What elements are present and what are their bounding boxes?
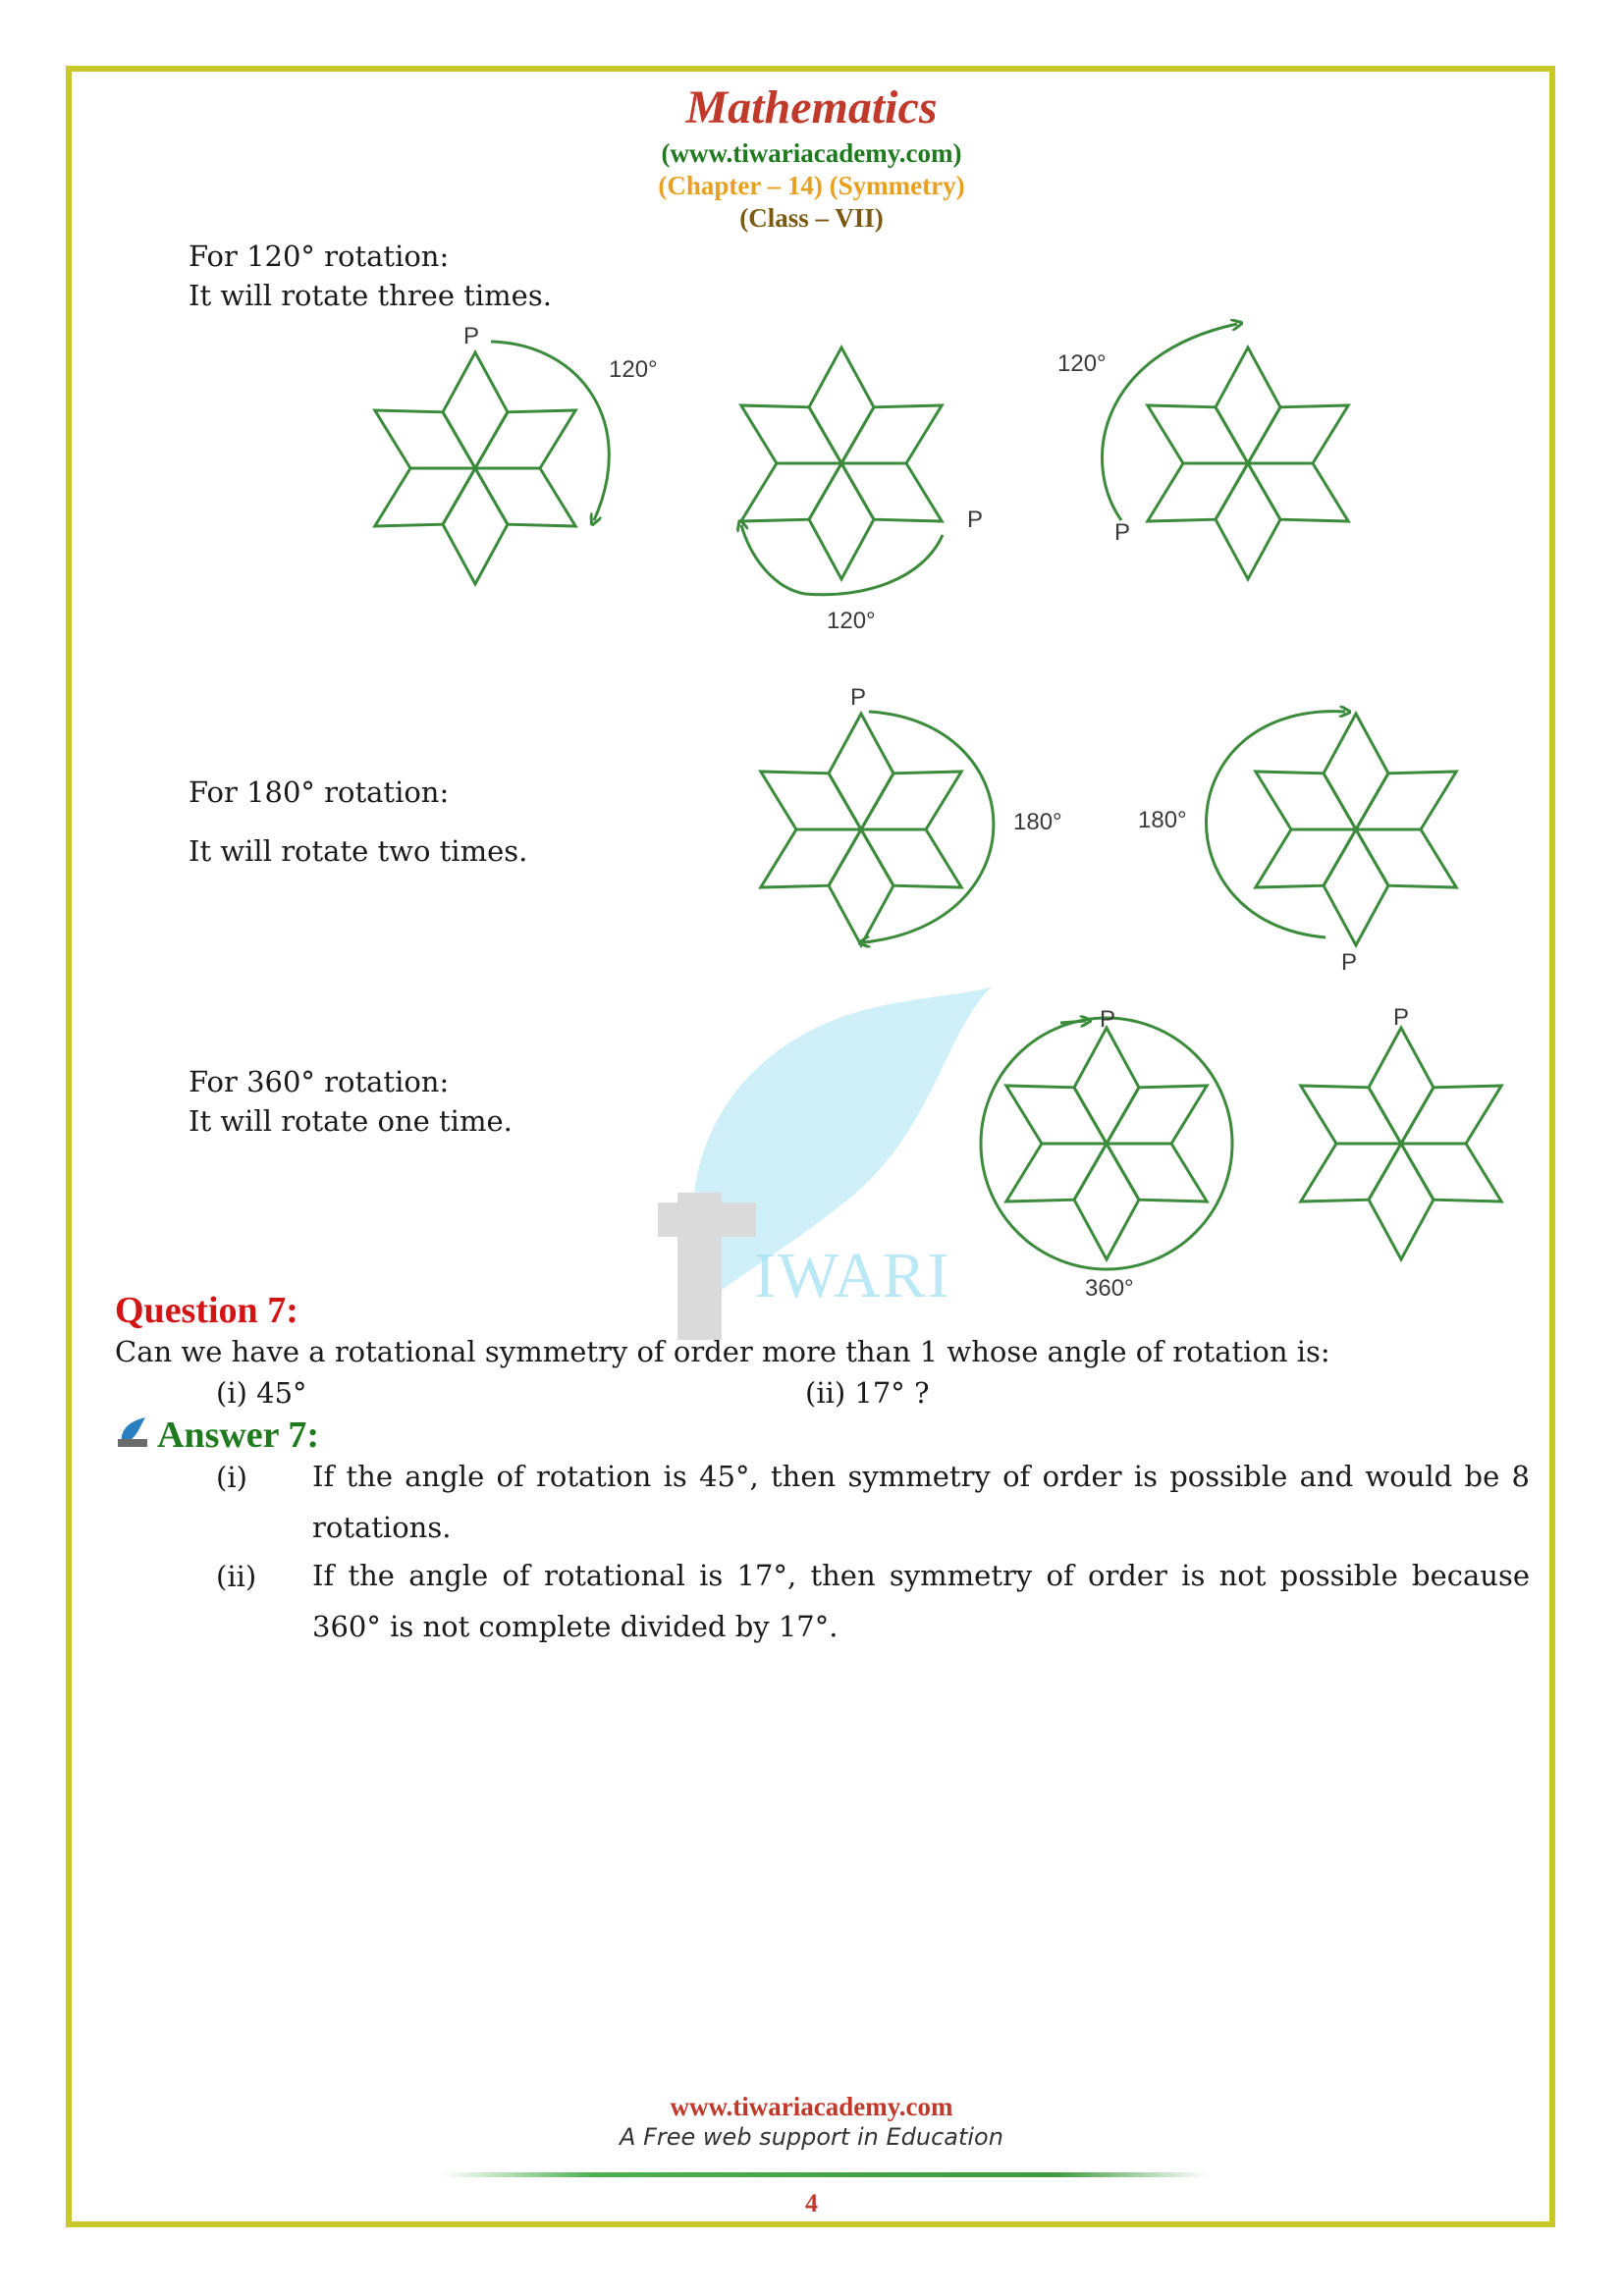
star-petal	[1006, 1086, 1107, 1144]
star-petal	[1074, 1144, 1139, 1259]
page-number: 4	[805, 2189, 818, 2217]
six-petal-star	[761, 714, 961, 945]
fig-label-p: P	[850, 684, 867, 711]
star-petal	[809, 347, 874, 463]
answer-item-text: If the angle of rotation is 45°, then symmetry of order is possible and would be 8 rotations.	[312, 1460, 1530, 1544]
star-petal	[1369, 1144, 1434, 1259]
fig-label-p: P	[463, 323, 480, 349]
answer-item-number: (ii)	[216, 1560, 257, 1593]
rotation-arrow-120-b	[741, 525, 943, 595]
section-360-text: It will rotate one time.	[189, 1104, 513, 1138]
star-petal	[1369, 1028, 1434, 1144]
star-petal	[1256, 829, 1356, 887]
star-petal	[741, 405, 841, 463]
star-petal	[443, 468, 508, 584]
fig-label-p: P	[967, 507, 984, 533]
star-petal	[1006, 1144, 1107, 1201]
six-petal-star	[1301, 1028, 1501, 1259]
star-petal	[443, 352, 508, 468]
fig-label-angle: 120°	[1057, 350, 1107, 377]
question-option-1: (i) 45°	[216, 1376, 307, 1410]
fig-label-p: P	[1393, 1004, 1410, 1031]
header-class: (Class – VII)	[739, 203, 884, 233]
rotation-arrow-120-a	[491, 342, 609, 520]
star-petal	[1256, 772, 1356, 829]
section-360-heading: For 360° rotation:	[189, 1065, 450, 1098]
fig-label-p: P	[1114, 519, 1131, 546]
footer-site-link[interactable]: www.tiwariacademy.com	[670, 2092, 953, 2121]
six-petal-star	[1256, 714, 1456, 945]
star-petal	[1301, 1086, 1401, 1144]
header-chapter: (Chapter – 14) (Symmetry)	[658, 171, 965, 200]
six-petal-star	[1006, 1028, 1207, 1259]
star-petal	[1324, 714, 1388, 829]
fig-label-angle: 120°	[609, 356, 658, 383]
section-180-text: It will rotate two times.	[189, 834, 528, 868]
fig-label-p: P	[1341, 949, 1358, 976]
star-petal	[1216, 347, 1280, 463]
star-petal	[1301, 1144, 1401, 1201]
star-petal	[1216, 463, 1280, 579]
star-petal	[1401, 1086, 1501, 1144]
fig-label-angle: 180°	[1138, 807, 1187, 833]
answer-item-number: (i)	[216, 1461, 247, 1494]
question-title: Question 7:	[115, 1290, 298, 1331]
rotation-arrow-180-b	[1207, 712, 1345, 937]
fig-label-angle: 120°	[827, 608, 876, 634]
star-petal	[375, 410, 475, 468]
star-petal	[761, 772, 861, 829]
footer-divider	[442, 2172, 1208, 2177]
section-180-heading: For 180° rotation:	[189, 775, 450, 809]
star-petal	[741, 463, 841, 521]
star-petal	[475, 410, 575, 468]
footer-tagline: A Free web support in Education	[620, 2123, 1003, 2151]
answer-title: Answer 7:	[157, 1415, 320, 1456]
watermark-text: IWARI	[754, 1240, 951, 1311]
header-site[interactable]: (www.tiwariacademy.com)	[661, 138, 962, 168]
star-petal	[1148, 405, 1248, 463]
answer-item-text: If the angle of rotational is 17°, then symmetry of order is not possible because 360° is not complete divided by 17°.	[312, 1559, 1530, 1643]
fig-label-p: P	[1100, 1006, 1116, 1033]
fig-label-angle: 180°	[1013, 809, 1062, 835]
star-petal	[1074, 1028, 1139, 1144]
six-petal-star	[741, 347, 942, 579]
star-petal	[861, 772, 961, 829]
star-petal	[1248, 405, 1348, 463]
section-120-heading: For 120° rotation:	[189, 240, 450, 273]
star-petal	[375, 468, 475, 526]
rotation-arrow-120-c	[1103, 324, 1237, 520]
star-petal	[1107, 1086, 1207, 1144]
star-petal	[829, 714, 893, 829]
star-petal	[1356, 772, 1456, 829]
star-petal	[829, 829, 893, 945]
six-petal-star	[1148, 347, 1348, 579]
star-petal	[809, 463, 874, 579]
star-petal	[1324, 829, 1388, 945]
section-120-text: It will rotate three times.	[189, 279, 552, 312]
page-title: Mathematics	[685, 81, 938, 133]
six-petal-star	[375, 352, 575, 584]
question-option-2: (ii) 17° ?	[805, 1376, 930, 1410]
question-text: Can we have a rotational symmetry of order more than 1 whose angle of rotation is:	[115, 1335, 1330, 1368]
fig-label-angle: 360°	[1085, 1275, 1134, 1302]
star-petal	[1148, 463, 1248, 521]
tiwari-logo-icon	[116, 1415, 149, 1449]
star-petal	[761, 829, 861, 887]
star-petal	[841, 405, 942, 463]
